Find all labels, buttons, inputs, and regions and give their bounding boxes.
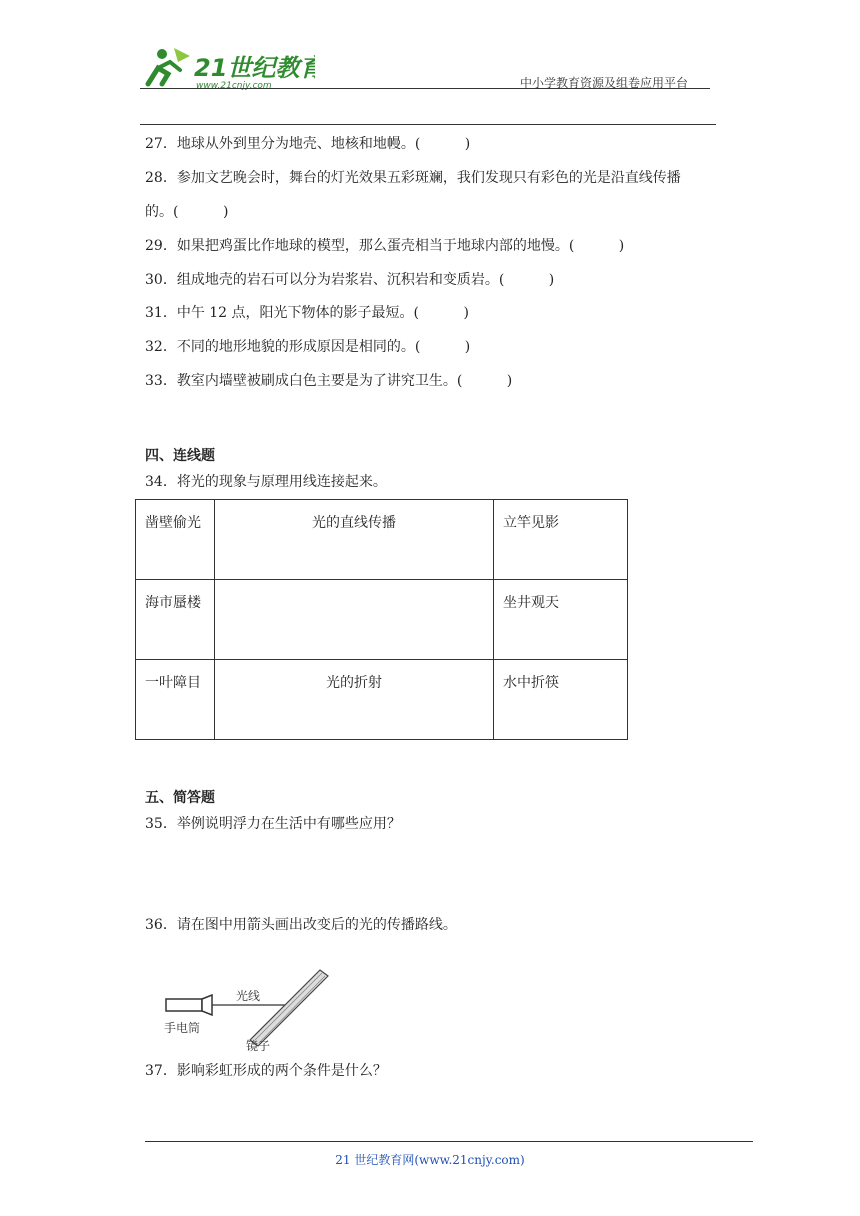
flashlight-icon <box>166 995 212 1015</box>
table-cell: 光的直线传播 <box>215 500 494 580</box>
header-divider <box>140 88 710 89</box>
table-cell <box>215 580 494 660</box>
question-31: 31．中午 12 点，阳光下物体的影子最短。( ) <box>145 305 469 321</box>
mirror-icon <box>250 970 328 1046</box>
table-cell: 一叶障目 <box>136 660 215 740</box>
table-row <box>136 500 628 580</box>
question-32: 32．不同的地形地貌的形成原因是相同的。( ) <box>145 339 471 355</box>
content-divider <box>140 124 716 125</box>
question-33: 33．教室内墙壁被刷成白色主要是为了讲究卫生。( ) <box>145 373 513 389</box>
table-cell: 海市蜃楼 <box>136 580 215 660</box>
ray-label: 光线 <box>236 989 261 1003</box>
question-28-cont: 的。( ) <box>145 204 229 220</box>
footer-link[interactable]: 21 世纪教育网(www.21cnjy.com) <box>335 1153 525 1167</box>
table-cell: 水中折筷 <box>494 660 628 740</box>
table-cell: 立竿见影 <box>494 500 628 580</box>
question-27: 27．地球从外到里分为地壳、地核和地幔。( ) <box>145 136 471 152</box>
flashlight-label: 手电筒 <box>164 1021 201 1035</box>
question-28: 28．参加文艺晚会时，舞台的灯光效果五彩斑斓，我们发现只有彩色的光是沿直线传播 <box>145 170 681 186</box>
table-row <box>136 580 628 660</box>
footer-divider <box>145 1141 753 1142</box>
mirror-label: 镜子 <box>246 1039 271 1053</box>
question-35: 35．举例说明浮力在生活中有哪些应用？ <box>145 816 401 832</box>
site-logo <box>140 44 315 90</box>
question-30: 30．组成地壳的岩石可以分为岩浆岩、沉积岩和变质岩。( ) <box>145 272 555 288</box>
table-cell: 光的折射 <box>215 660 494 740</box>
table-cell: 坐井观天 <box>494 580 628 660</box>
question-29: 29．如果把鸡蛋比作地球的模型，那么蛋壳相当于地球内部的地慢。( ) <box>145 238 625 254</box>
table-cell: 凿壁偷光 <box>136 500 215 580</box>
table-row <box>136 660 628 740</box>
question-36: 36．请在图中用箭头画出改变后的光的传播路线。 <box>145 917 457 933</box>
logo-title: 21世纪教育 <box>194 54 315 82</box>
logo-url: www.21cnjy.com <box>196 81 272 90</box>
platform-name: 中小学教育资源及组卷应用平台 <box>520 76 689 90</box>
section-title-short-answer: 五、简答题 <box>145 790 215 806</box>
matching-table <box>135 499 628 740</box>
question-34: 34．将光的现象与原理用线连接起来。 <box>145 474 387 490</box>
section-title-matching: 四、连线题 <box>145 448 215 464</box>
flashlight-mirror-figure <box>160 962 360 1054</box>
question-37: 37．影响彩虹形成的两个条件是什么？ <box>145 1063 387 1079</box>
runner-icon <box>148 48 190 84</box>
